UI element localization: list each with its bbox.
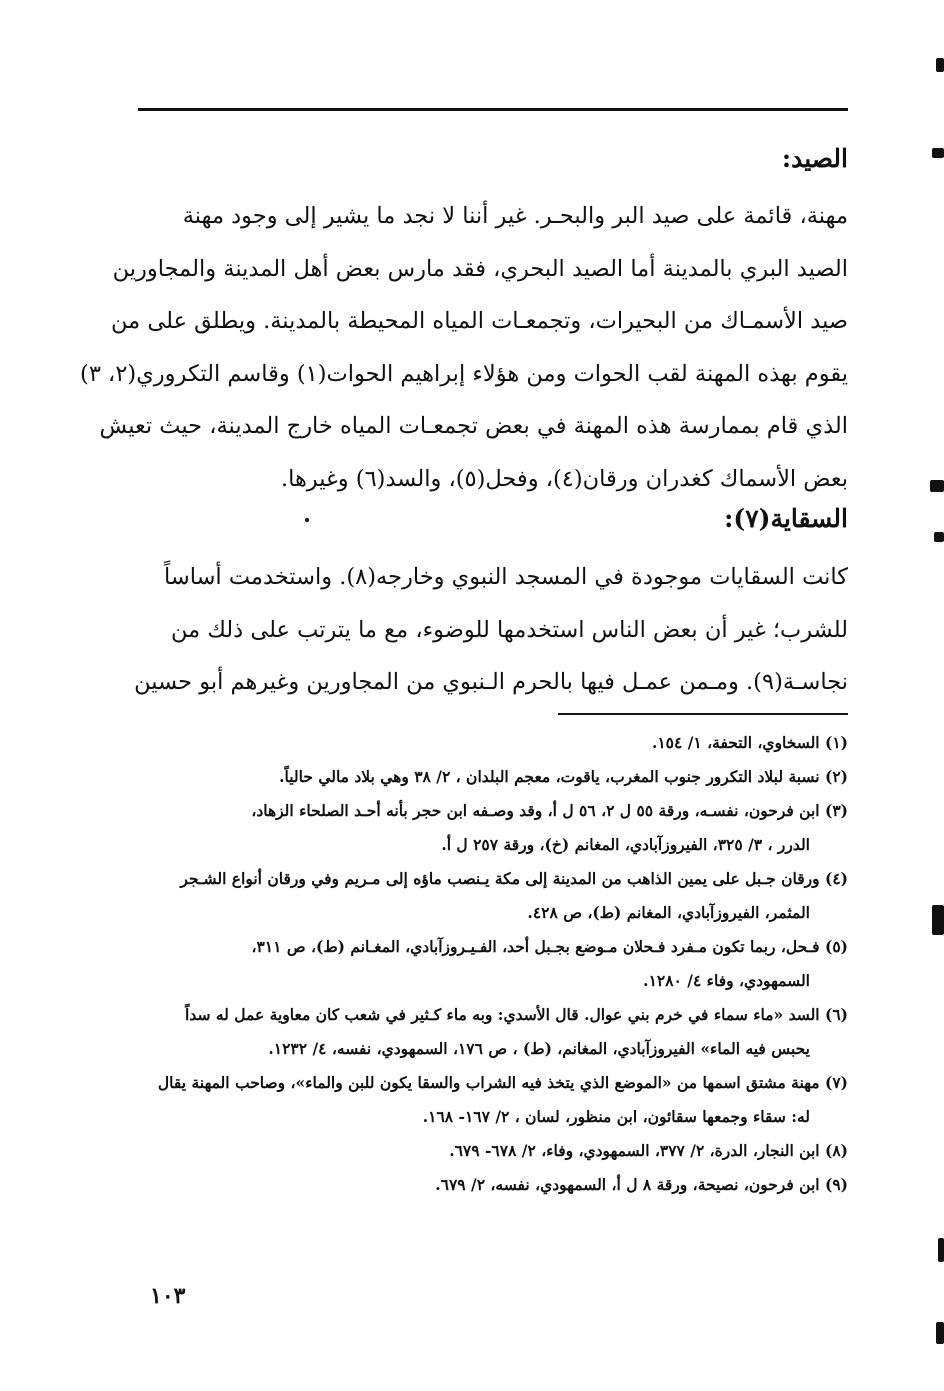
section-body-hunting xyxy=(80,190,848,505)
paragraph-line: يقوم بهذه المهنة لقب الحوات ومن هؤلاء إبراهيم الحوات(١) وقاسم التكروري(٢، ٣) xyxy=(80,360,848,387)
paragraph-line: كانت السقايات موجودة في المسجد النبوي وخارجه(٨). واستخدمت أساساً xyxy=(164,564,848,590)
scan-edge-mark xyxy=(932,905,944,935)
footnote-6-continued: يحبس فيه الماء» الفيروزآبادي، المغانم، (ط) ، ص ١٧٦، السمهودي، نفسه، ٤/ ١٢٣٢. xyxy=(268,1039,810,1058)
paragraph-line: مهنة، قائمة على صيد البر والبحـر. غير أننا لا نجد ما يشير إلى وجود مهنة xyxy=(182,203,848,229)
footnote-8: (٨) ابن النجار، الدرة، ٢/ ٣٧٧، السمهودي، وفاء، ٢/ ٦٧٨- ٦٧٩. xyxy=(449,1141,848,1160)
scan-edge-mark xyxy=(930,480,944,492)
footnote-7: (٧) مهنة مشتق اسمها من «الموضع الذي يتخذ فيه الشراب والسقا يكون للبن والماء»، وصاحب المهنة يقال xyxy=(157,1073,848,1092)
footnote-6: (٦) السد «ماء سماء في خرم بني عوال. قال الأسدي: وبه ماء كـثير في شعب كان معاوية عمل له سداً xyxy=(185,1005,848,1024)
stray-dot xyxy=(305,518,309,522)
footnote-5: (٥) فـحل، ربما تكون مـفرد فـحلان مـوضع بجـبل أحد، الفـيـروزآبادي، المغـانم (ط)، ص ٣١١، xyxy=(251,937,848,956)
scan-edge-mark xyxy=(936,1322,944,1344)
header-rule xyxy=(138,108,848,111)
scan-edge-mark xyxy=(932,148,944,158)
footnotes xyxy=(138,726,848,1202)
footnote-separator xyxy=(558,713,848,715)
paragraph-line: للشرب؛ غير أن بعض الناس استخدمها للوضوء، مع ما يترتب على ذلك من xyxy=(171,616,848,643)
paragraph-line: الصيد البري بالمدينة أما الصيد البحري، فقد مارس بعض أهل المدينة والمجاورين xyxy=(112,255,848,282)
footnote-4: (٤) ورقان جـبل على يمين الذاهب من المدينة إلى مكة يـنصب ماؤه إلى مـريم وفي ورقان أنواع الشـجر xyxy=(180,869,848,888)
section-heading-water-supply: السقاية(٧): xyxy=(724,504,848,533)
paragraph-line: نجاسـة(٩). ومـمن عمـل فيها بالحرم الـنبوي من المجاورين وغيرهم أبو حسين xyxy=(134,669,848,695)
footnote-4-continued: المثمر، الفيروزآبادي، المغانم (ط)، ص ٤٢٨. xyxy=(527,903,810,922)
scan-edge-mark xyxy=(934,532,944,542)
footnote-7-continued: له: سقاء وجمعها سقائون، ابن منظور، لسان ، ٢/ ١٦٧- ١٦٨. xyxy=(422,1107,810,1126)
footnote-3: (٣) ابن فرحون، نفسـه، ورقة ٥٥ ل ٢، ٥٦ ل أ، وقد وصـفه ابن حجر بأنه أحـد الصلحاء الزهاد، xyxy=(251,801,848,820)
footnote-3-continued: الدرر ، ٣/ ٣٢٥، الفيروزآبادي، المغانم (خ)، ورقة ٢٥٧ ل أ. xyxy=(441,835,810,854)
footnote-2: (٢) نسبة لبلاد التكرور جنوب المغرب، ياقوت، معجم البلدان ، ٢/ ٣٨ وهي بلاد مالي حالياً. xyxy=(279,767,848,786)
paragraph-line: صيد الأسمـاك من البحيرات، وتجمعـات المياه المحيطة بالمدينة. ويطلق على من xyxy=(111,308,848,334)
footnote-1: (١) السخاوي، التحفة، ١/ ١٥٤. xyxy=(651,733,848,752)
paragraph-line: الذي قام بممارسة هذه المهنة في بعض تجمعـات المياه خارج المدينة، حيث تعيش xyxy=(99,413,848,439)
section-heading-hunting: الصيد: xyxy=(781,144,848,173)
scan-edge-mark xyxy=(936,58,944,72)
page-number: ١٠٣ xyxy=(150,1283,186,1309)
footnote-5-continued: السمهودي، وفاء ٤/ ١٢٨٠. xyxy=(643,971,810,990)
paragraph-line: بعض الأسماك كغدران ورقان(٤)، وفحل(٥)، والسد(٦) وغيرها. xyxy=(280,465,848,492)
section-body-water-supply xyxy=(134,551,848,709)
footnote-9: (٩) ابن فرحون، نصيحة، ورقة ٨ ل أ، السمهودي، نفسه، ٢/ ٦٧٩. xyxy=(435,1175,848,1194)
scan-edge-mark xyxy=(938,1238,944,1262)
